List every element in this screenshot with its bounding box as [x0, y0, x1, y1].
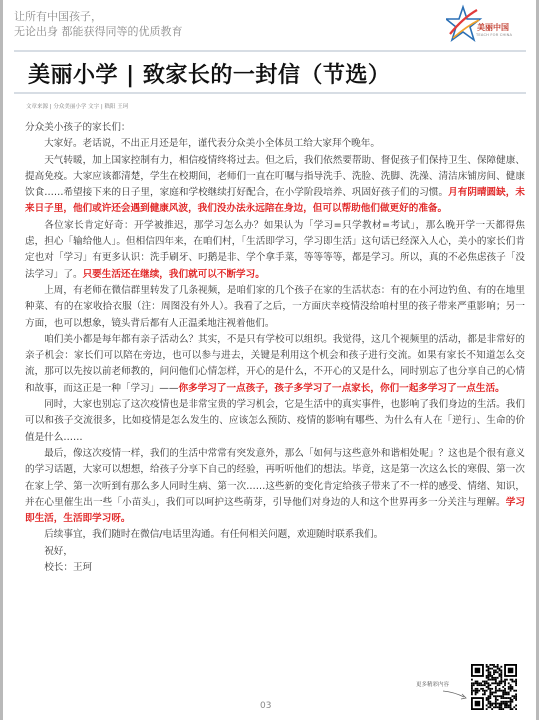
letter-paragraph — [25, 560, 525, 576]
paragraph-text: 各位家长肯定好奇：开学被推迟，那学习怎么办？如果认为「学习=只学教材=考试」，那么晚开学一天都得焦虑，担心「输给他人」。但相信四年来，在咱们村，「生活即学习，学习即生活」这句话已经深入人心，美小的家长们肯定也对「学习」有更多认识：洗手刷牙、叼鹅是非、学个拿手菜，等等等等，都是学习。所以，真的不必焦虑孩子「没法学习」了。 — [25, 219, 525, 280]
paragraph-text: 天气转暖，加上国家控制有力，相信疫情终将过去。但之后，我们依然要帮助、督促孩子们保持卫生、保障健康、提高免疫。大家应该都清楚，学生在校期间，老师们一直在叮嘱与指导洗手、洗脸、洗脚、洗澡、清洁床铺房间、健康饮食……希望接下来的日子里，家庭和学校继续打好配合，在小学阶段培养、巩固好孩子们的习惯。 — [25, 154, 525, 199]
highlighted-text: 只要生活还在继续，我们就可以不断学习。 — [82, 268, 265, 280]
page-number: 03 — [260, 701, 272, 711]
qr-code-icon[interactable] — [471, 664, 517, 710]
paragraph-text: 祝好， — [44, 545, 73, 557]
article-body — [25, 120, 525, 576]
slogan-line-1: 让所有中国孩子， — [14, 10, 102, 23]
letter-paragraph — [25, 218, 525, 283]
paragraph-text: 同时，大家也别忘了这次疫情也是非常宝贵的学习机会，它是生活中的真实事件，也影响了我们身边的生活。我们可以和孩子交流很多，比如疫情是怎么发生的、应该怎么预防、疫情的影响有哪些、为什么有人在「逆行」、生命的价值是什么…… — [25, 399, 525, 443]
paragraph-text: 上周，有老师在微信群里转发了几条视频，是咱们家的几个孩子在家的生活状态：有的在小河边钓鱼、有的在地里种菜、有的在家收拾衣服（注：周图没有外人）。我看了之后，一方面庆幸疫情没给咱村里的孩子带来严重影响；另一方面，也可以想象，镜头背后都有人正温柔地注视着他们。 — [25, 284, 525, 329]
arrow-icon — [442, 688, 470, 702]
highlighted-text: 学习即生活，生活即学习呀。 — [25, 496, 526, 525]
logo-subtitle: TEACH FOR CHINA — [476, 33, 513, 37]
letter-paragraph — [25, 544, 525, 560]
header-slogan — [14, 9, 183, 39]
paragraph-text: 最后，像这次疫情一样，我们的生活中常常有突发意外，那么「如何与这些意外和谐相处呢」？这也是个很有意义的学习话题，大家可以想想，给孩子分享下自己的经验，再听听他们的想法。毕竟，这是第一次这么长的寒假、第一次在家上学、第一次听到有那么多人同时生病、第一次……这些新的变化肯定给孩子带来了不一样的感受、情绪、知识，并在心里催生出一些「小苗头」，我们可以呵护这些萌芽，引导他们对身边的人和这个世界再多一分关注与理解。 — [25, 447, 525, 508]
highlighted-text: 你多学习了一点孩子，孩子多学习了一点家长，你们一起多学习了一点生活。 — [178, 382, 505, 394]
slogan-line-2: 无论出身 都能获得同等的优质教育 — [14, 25, 183, 38]
paragraph-text: 大家好。老话说，不出正月还是年，谨代表分众美小全体员工给大家拜个晚年。 — [44, 138, 380, 150]
letter-paragraph — [25, 332, 525, 397]
logo-name: 美丽中国 — [477, 23, 509, 32]
left-border — [0, 0, 3, 720]
paragraph-text: 咱们美小都是每年都有亲子活动么？其实，不是只有学校可以组织。我觉得，这几个视频里的活动，都是非常好的亲子机会：家长们可以陪在旁边，也可以参与进去，关键是利用这个机会和孩子进行交流。如果有家长不知道怎么交流，那可以先按以前老师教的，问问他们心情怎样，开心的是什么，不开心的又是什么，同时别忘了也分享自己的心情和故事，而这正是一种「学习」—— — [25, 333, 525, 394]
letter-paragraph — [25, 136, 525, 152]
letter-paragraph — [25, 446, 525, 527]
highlighted-text: 月有阴晴圆缺，未来日子里，他们或许还会遇到健康风波，我们没办法永远陪在身边，但可以帮助他们做更好的准备。 — [25, 187, 526, 215]
article-meta: 文章来源 | 分众美丽小学 文字 | 嵇阳 王珂 — [26, 104, 129, 110]
letter-paragraph — [25, 397, 525, 446]
article-title: 美丽小学 | 致家长的一封信（节选） — [28, 63, 391, 88]
letter-paragraph — [25, 153, 525, 218]
paragraph-text: 后续事宜，我们随时在微信/电话里沟通。有任何相关问题，欢迎随时联系我们。 — [44, 529, 384, 541]
qr-label: 更多精彩内容 — [416, 682, 450, 688]
title-divider-bottom — [14, 92, 526, 94]
title-divider-top — [14, 50, 526, 52]
paragraph-text: 校长：王珂 — [44, 562, 93, 574]
letter-paragraph — [25, 283, 525, 332]
letter-paragraph — [25, 527, 525, 543]
letter-greeting: 分众美小孩子的家长们： — [25, 122, 131, 133]
